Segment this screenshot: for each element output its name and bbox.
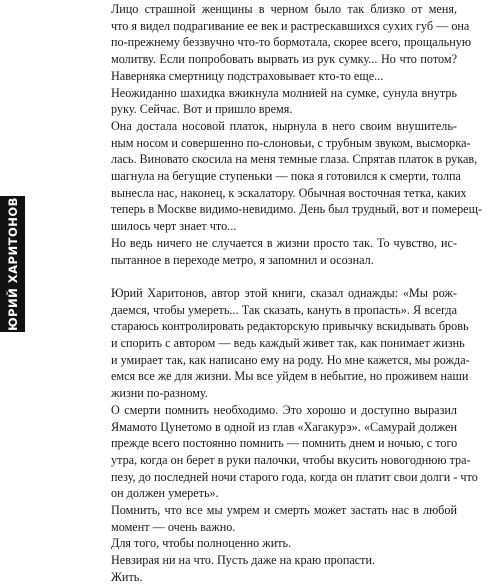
paragraph <box>89 118 483 235</box>
text-line: момент — очень важно. <box>111 519 236 534</box>
text-line: Неожиданно шахидка вжикнула молнией на сумке, сунула внутрь <box>111 85 457 100</box>
paragraph <box>89 285 470 402</box>
text-line: по-прежнему беззвучно что-то бормотала, скорее всего, прощальную <box>111 35 471 50</box>
text-line: стараюсь контролировать редакторскую привычку вскидывать бровь <box>111 319 469 334</box>
text-line: руку. Сейчас. Вот и пришло время. <box>111 102 293 117</box>
text-line: Ямамото Цунетомо в одной из глав «Хагакурэ». «Самурай должен <box>111 419 457 434</box>
text-line: вынесла нас, наконец, к эскалатору. Обычная восточная тетка, каких <box>111 185 467 200</box>
text-line: Жить. <box>111 569 143 584</box>
text-line: Для того, чтобы полноценно жить. <box>111 536 292 551</box>
text-line: молитву. Если попробовать вырвать из рук сумку... Но что потом? <box>111 52 457 67</box>
text-line: Наверняка смертницу подстраховывает кто-то еще... <box>111 68 384 83</box>
text-line: и спорить с автором — ведь каждый живет так, как понимает жизнь <box>111 336 465 351</box>
text-line: пытанное в переходе метро, я запомнил и осознал. <box>111 252 374 267</box>
text-line: даемся, чтобы умереть... Так сказать, кануть в пропасть». Я всегда <box>111 302 457 317</box>
text-line: утра, когда он берет в руки палочки, чтобы вкусить новогоднюю тра- <box>111 452 471 467</box>
text-line: лась. Виновато скосила на меня темные глаза. Спрятав платок в рукав, <box>111 152 478 167</box>
text-line: пезу, до последней ночи старого года, когда он платит свои долги - что <box>111 469 478 484</box>
text-line: Невзирая ни на что. Пусть даже на краю пропасти. <box>111 553 376 568</box>
paragraph <box>89 85 457 118</box>
author-side-tab <box>0 196 25 332</box>
text-line: он должен умереть». <box>111 486 219 501</box>
paragraph <box>89 535 457 552</box>
text-line: Но ведь ничего не случается в жизни просто так. То чувство, ис- <box>111 235 457 250</box>
text-line: теперь в Москве видимо-невидимо. День был трудный, вот и померещ- <box>111 202 483 217</box>
text-line: Юрий Харитонов, автор этой книги, сказал однажды: «Мы рож- <box>111 285 457 300</box>
text-line: емся все же для жизни. Мы все уйдем в небытие, но проживем наши <box>111 369 469 384</box>
paragraph <box>89 235 457 268</box>
paragraph <box>89 569 457 586</box>
paragraph <box>89 1 471 85</box>
text-line: что я видел подрагивание ее век и растрескавшихся сухих губ — она <box>111 18 470 33</box>
text-line: жизни по-разному. <box>111 386 208 401</box>
text-column <box>89 1 483 586</box>
author-name: ЮРИЙ ХАРИТОНОВ <box>5 197 20 331</box>
paragraph <box>89 402 478 502</box>
text-line: прежде всего постоянно помнить — помнить днем и ночью, с того <box>111 436 458 451</box>
text-line: Она достала носовой платок, нырнула в него своим внушитель- <box>111 118 457 133</box>
text-line: шагнула на бегущие ступеньки — пока я готовился к смерти, толпа <box>111 169 461 184</box>
text-line: и умирает так, как написано ему на роду. Но мне кажется, мы рожда- <box>111 352 470 367</box>
text-line: шилось черт знает что... <box>111 219 237 234</box>
paragraph <box>89 552 457 569</box>
text-line: Лицо страшной женщины в черном было так близко от меня, <box>111 2 457 16</box>
text-line: ным носом и совершенно по-слоновьи, с трубным звуком, высморка- <box>111 135 471 150</box>
text-line: Помнить, что все мы умрем и смерть может застать нас в любой <box>111 503 457 518</box>
text-line: О смерти помнить необходимо. Это хорошо и доступно выразил <box>111 402 457 417</box>
paragraph <box>89 502 457 535</box>
